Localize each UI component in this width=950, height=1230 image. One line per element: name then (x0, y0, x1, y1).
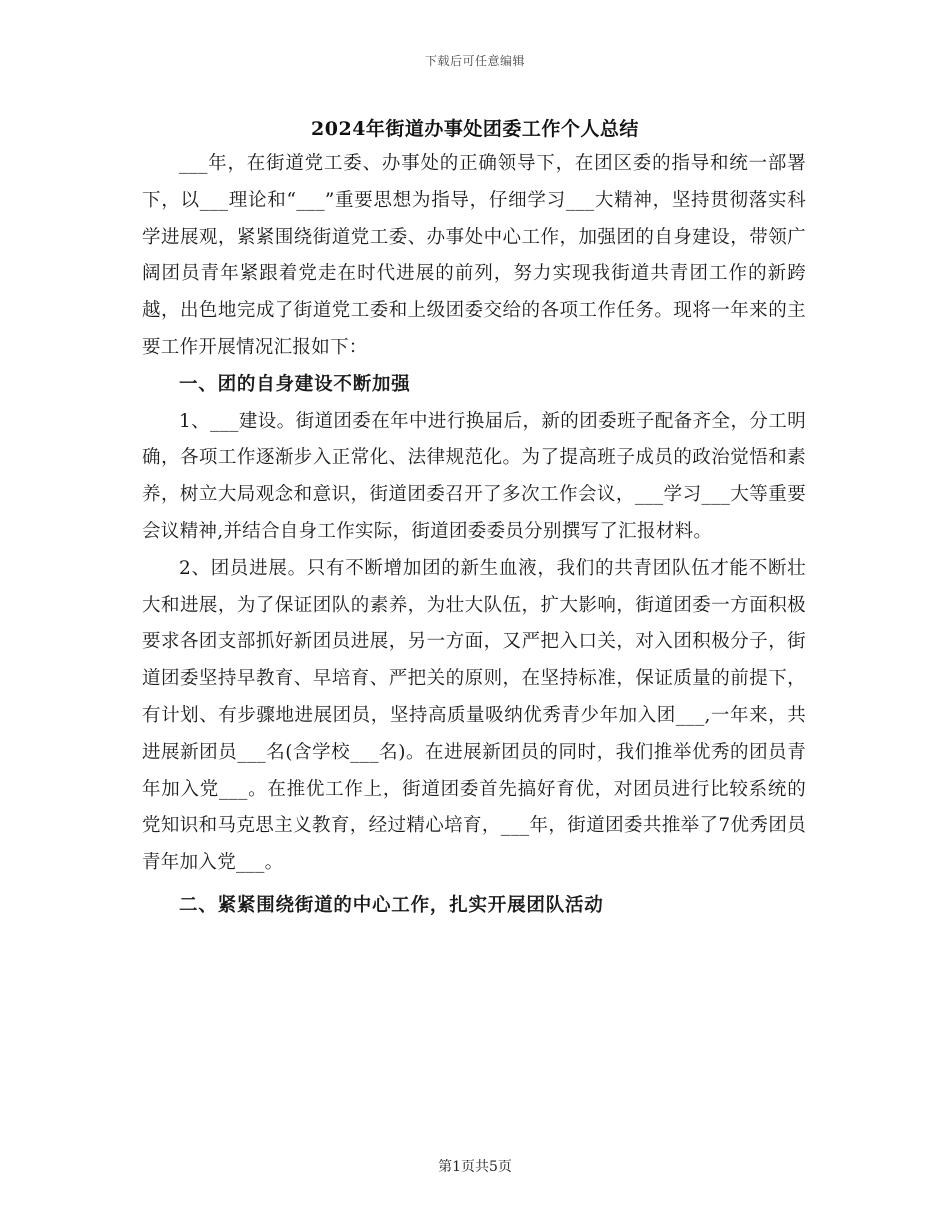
document-title: 2024年街道办事处团委工作个人总结 (311, 118, 639, 140)
item-2-paragraph: 2、团员进展。只有不断增加团的新生血液，我们的共青团队伍才能不断壮大和进展，为了保证团队的素养，为壮大队伍，扩大影响，街道团委一方面积极要求各团支部抓好新团员进展，另一方面，又严把入口关，对入团积极分子，街道团委坚持早教育、早培育、严把关的原则，在坚持标准，保证质量的前提下，有计划、有步骤地进展团员，坚持高质量吸纳优秀青少年加入团___,一年来，共进展新团员___名(含学校___名)。在进展新团员的同时，我们推举优秀的团员青年加入党___。在推优工作上，街道团委首先搞好育优，对团员进行比较系统的党知识和马克思主义教育，经过精心培育，___年，街道团委共推举了7优秀团员青年加入党___。 (142, 557, 806, 874)
document-body (142, 146, 806, 925)
item-1-paragraph: 1、___建设。街道团委在年中进行换届后，新的团委班子配备齐全，分工明确，各项工作逐渐步入正常化、法律规范化。为了提高班子成员的政治觉悟和素养，树立大局观念和意识，街道团委召开了多次工作会议，___学习___大等重要会议精神,并结合自身工作实际，街道团委委员分别撰写了汇报材料。 (142, 410, 806, 542)
header-note: 下载后可任意编辑 (424, 54, 525, 68)
intro-paragraph: ___年，在街道党工委、办事处的正确领导下，在团区委的指导和统一部署下，以___理论和“___”重要思想为指导，仔细学习___大精神，坚持贯彻落实科学进展观，紧紧围绕街道党工委、办事处中心工作，加强团的自身建设，带领广阔团员青年紧跟着党走在时代进展的前列，努力实现我街道共青团工作的新跨越，出色地完成了街道党工委和上级团委交给的各项工作任务。现将一年来的主要工作开展情况汇报如下： (142, 153, 806, 358)
section-1-heading: 一、团的自身建设不断加强 (179, 373, 411, 395)
section-2-heading: 二、紧紧围绕街道的中心工作，扎实开展团队活动 (179, 894, 604, 916)
page-footer: 第1页共5页 (438, 1159, 512, 1175)
